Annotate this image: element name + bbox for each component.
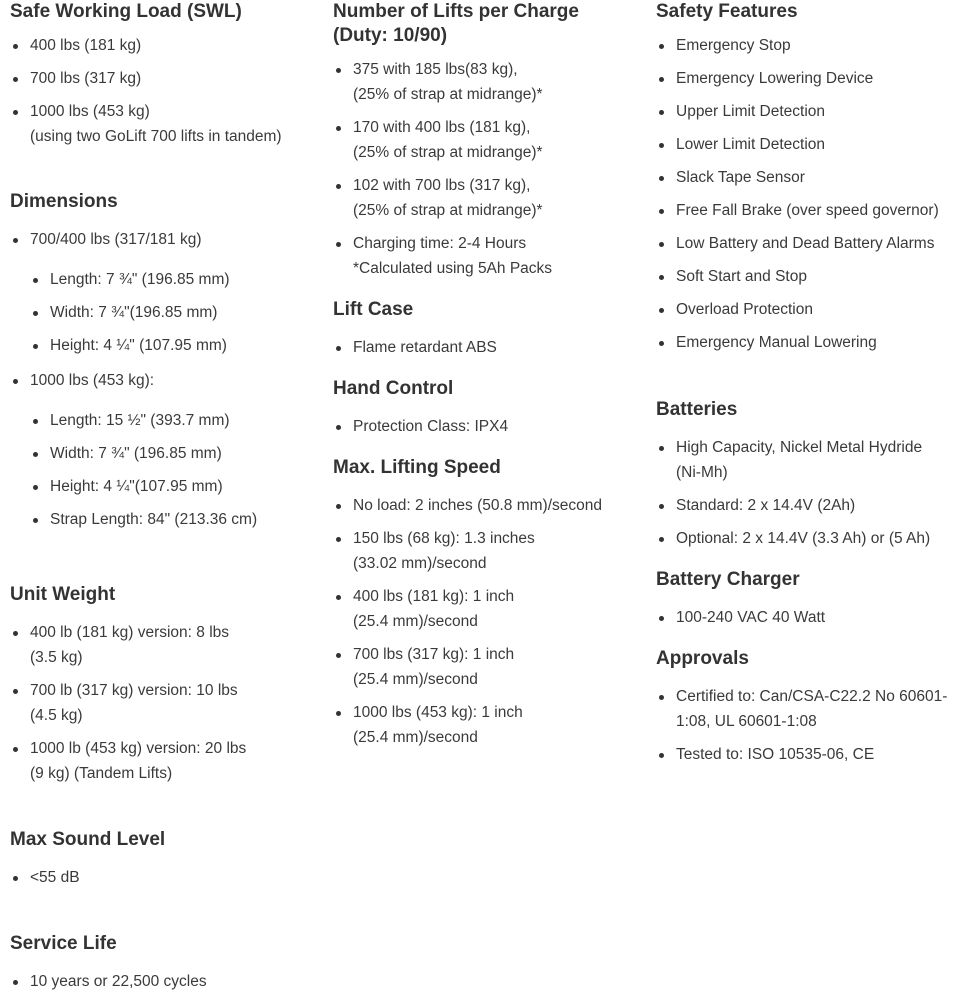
section-title: Approvals xyxy=(656,648,749,669)
list-item xyxy=(656,264,956,289)
item-text: Length: 7 ¾" (196.85 mm) xyxy=(50,271,230,288)
swl-list xyxy=(10,33,320,149)
item-text: Flame retardant ABS xyxy=(353,339,497,356)
list-item xyxy=(333,700,643,750)
section-safety-features xyxy=(656,0,956,363)
section-service-life xyxy=(10,932,320,1002)
service-list xyxy=(10,969,320,994)
list-item xyxy=(656,297,956,322)
item-text: Low Battery and Dead Battery Alarms xyxy=(676,235,935,252)
section-unit-weight xyxy=(10,583,320,794)
item-text: Optional: 2 x 14.4V (3.3 Ah) or (5 Ah) xyxy=(676,530,931,547)
section-title: Max. Lifting Speed xyxy=(333,457,501,478)
section-lift-case xyxy=(333,298,643,368)
sub-list-item xyxy=(30,333,320,358)
item-text-line2: (9 kg) (Tandem Lifts) xyxy=(30,765,173,782)
item-text: Strap Length: 84" (213.36 cm) xyxy=(50,511,258,528)
list-item xyxy=(656,231,956,256)
list-item xyxy=(333,584,643,634)
sub-list-item xyxy=(30,474,320,499)
section-title: Max Sound Level xyxy=(10,829,166,850)
item-text-line2: (25.4 mm)/second xyxy=(353,729,478,746)
item-text: <55 dB xyxy=(30,869,80,886)
section-title: Unit Weight xyxy=(10,584,116,605)
list-item xyxy=(333,57,643,107)
speed-list xyxy=(333,493,643,750)
list-item xyxy=(10,99,320,149)
item-text-line2: *Calculated using 5Ah Packs xyxy=(353,260,553,277)
list-item xyxy=(333,642,643,692)
list-item xyxy=(10,33,320,58)
section-approvals xyxy=(656,647,956,775)
section-lifting-speed xyxy=(333,456,643,758)
list-item xyxy=(656,132,956,157)
section-title: Batteries xyxy=(656,399,738,420)
item-text-line2: (25.4 mm)/second xyxy=(353,613,478,630)
list-item xyxy=(656,526,956,551)
item-text: Emergency Manual Lowering xyxy=(676,334,877,351)
list-item xyxy=(333,526,643,576)
section-sound xyxy=(10,828,320,898)
section-battery-charger xyxy=(656,568,956,638)
item-text-line2: (33.02 mm)/second xyxy=(353,555,487,572)
item-text: 10 years or 22,500 cycles xyxy=(30,973,207,990)
list-item xyxy=(333,115,643,165)
charger-list xyxy=(656,605,956,630)
item-text: Soft Start and Stop xyxy=(676,268,807,285)
lifts-list xyxy=(333,57,643,281)
item-text: 700 lbs (317 kg) xyxy=(30,70,142,87)
section-title: Dimensions xyxy=(10,191,118,212)
item-text: 700 lb (317 kg) version: 10 lbs xyxy=(30,682,238,699)
item-text: Width: 7 ¾"(196.85 mm) xyxy=(50,304,218,321)
list-item xyxy=(656,165,956,190)
list-item xyxy=(656,99,956,124)
item-text-line2: (Ni-Mh) xyxy=(676,464,728,481)
section-lifts-per-charge xyxy=(333,0,643,289)
item-text: 150 lbs (68 kg): 1.3 inches xyxy=(353,530,535,547)
item-text: Tested to: ISO 10535-06, CE xyxy=(676,746,875,763)
item-text: Height: 4 ¼"(107.95 mm) xyxy=(50,478,223,495)
section-title: Number of Lifts per Charge xyxy=(333,1,579,22)
group-label: 700/400 lbs (317/181 kg) xyxy=(30,231,202,248)
list-item xyxy=(333,335,643,360)
item-text: 400 lbs (181 kg) xyxy=(30,37,142,54)
unit-weight-list xyxy=(10,620,320,786)
list-item xyxy=(656,742,956,767)
list-item xyxy=(10,736,320,786)
item-text: Height: 4 ¼" (107.95 mm) xyxy=(50,337,227,354)
item-text-line2: 1:08, UL 60601-1:08 xyxy=(676,713,817,730)
list-item xyxy=(333,414,643,439)
list-item xyxy=(656,684,956,734)
list-item xyxy=(10,969,320,994)
section-title: Safe Working Load (SWL) xyxy=(10,1,242,22)
sub-list-item xyxy=(30,441,320,466)
item-text: Upper Limit Detection xyxy=(676,103,826,120)
list-item xyxy=(656,198,956,223)
item-text: No load: 2 inches (50.8 mm)/second xyxy=(353,497,602,514)
item-text: Overload Protection xyxy=(676,301,813,318)
batteries-list xyxy=(656,435,956,551)
section-title: Battery Charger xyxy=(656,569,800,590)
item-text-line2: (4.5 kg) xyxy=(30,707,83,724)
item-text: Charging time: 2-4 Hours xyxy=(353,235,527,252)
item-text: Length: 15 ½" (393.7 mm) xyxy=(50,412,230,429)
item-text: Slack Tape Sensor xyxy=(676,169,805,186)
list-item xyxy=(10,368,320,532)
section-title: Service Life xyxy=(10,933,117,954)
list-item xyxy=(10,620,320,670)
section-batteries xyxy=(656,398,956,559)
section-title-line2: (Duty: 10/90) xyxy=(333,25,448,46)
list-item xyxy=(10,865,320,890)
item-text: 700 lbs (317 kg): 1 inch xyxy=(353,646,515,663)
item-text: 1000 lb (453 kg) version: 20 lbs xyxy=(30,740,247,757)
group-label: 1000 lbs (453 kg): xyxy=(30,372,155,389)
section-title: Hand Control xyxy=(333,378,454,399)
section-hand-control xyxy=(333,377,643,447)
sub-list-item xyxy=(30,267,320,292)
item-text: 1000 lbs (453 kg): 1 inch xyxy=(353,704,523,721)
list-item xyxy=(10,227,320,358)
list-item xyxy=(10,678,320,728)
item-text: 400 lbs (181 kg): 1 inch xyxy=(353,588,515,605)
sound-list xyxy=(10,865,320,890)
section-swl xyxy=(10,0,320,157)
item-text-line2: (25% of strap at midrange)* xyxy=(353,144,543,161)
item-text-line2: (3.5 kg) xyxy=(30,649,83,666)
item-text: Free Fall Brake (over speed governor) xyxy=(676,202,939,219)
item-text: Lower Limit Detection xyxy=(676,136,826,153)
sub-list-item xyxy=(30,408,320,433)
hand-list xyxy=(333,414,643,439)
sub-list-item xyxy=(30,300,320,325)
item-text-line2: (25% of strap at midrange)* xyxy=(353,202,543,219)
sub-list xyxy=(30,408,320,532)
list-item xyxy=(333,231,643,281)
list-item xyxy=(656,493,956,518)
safety-list xyxy=(656,33,956,355)
item-text: Protection Class: IPX4 xyxy=(353,418,509,435)
item-text: 102 with 700 lbs (317 kg), xyxy=(353,177,531,194)
list-item xyxy=(656,33,956,58)
item-text: 400 lb (181 kg) version: 8 lbs xyxy=(30,624,230,641)
list-item xyxy=(656,605,956,630)
item-text: 375 with 185 lbs(83 kg), xyxy=(353,61,518,78)
case-list xyxy=(333,335,643,360)
item-text-line2: (25.4 mm)/second xyxy=(353,671,478,688)
section-title: Lift Case xyxy=(333,299,414,320)
item-text: Certified to: Can/CSA-C22.2 No 60601- xyxy=(676,688,948,705)
list-item xyxy=(656,66,956,91)
sub-list xyxy=(30,267,320,358)
list-item xyxy=(656,330,956,355)
item-text: 170 with 400 lbs (181 kg), xyxy=(353,119,531,136)
item-text: 100-240 VAC 40 Watt xyxy=(676,609,826,626)
item-text-line2: (using two GoLift 700 lifts in tandem) xyxy=(30,128,282,145)
approvals-list xyxy=(656,684,956,767)
list-item xyxy=(656,435,956,485)
list-item xyxy=(10,66,320,91)
list-item xyxy=(333,173,643,223)
item-text-line2: (25% of strap at midrange)* xyxy=(353,86,543,103)
item-text: 1000 lbs (453 kg) xyxy=(30,103,150,120)
item-text: High Capacity, Nickel Metal Hydride xyxy=(676,439,923,456)
sub-list-item xyxy=(30,507,320,532)
section-dimensions xyxy=(10,190,320,542)
dimensions-list xyxy=(10,227,320,532)
item-text: Emergency Lowering Device xyxy=(676,70,874,87)
list-item xyxy=(333,493,643,518)
item-text: Width: 7 ¾" (196.85 mm) xyxy=(50,445,222,462)
item-text: Emergency Stop xyxy=(676,37,791,54)
item-text: Standard: 2 x 14.4V (2Ah) xyxy=(676,497,856,514)
section-title: Safety Features xyxy=(656,1,798,22)
